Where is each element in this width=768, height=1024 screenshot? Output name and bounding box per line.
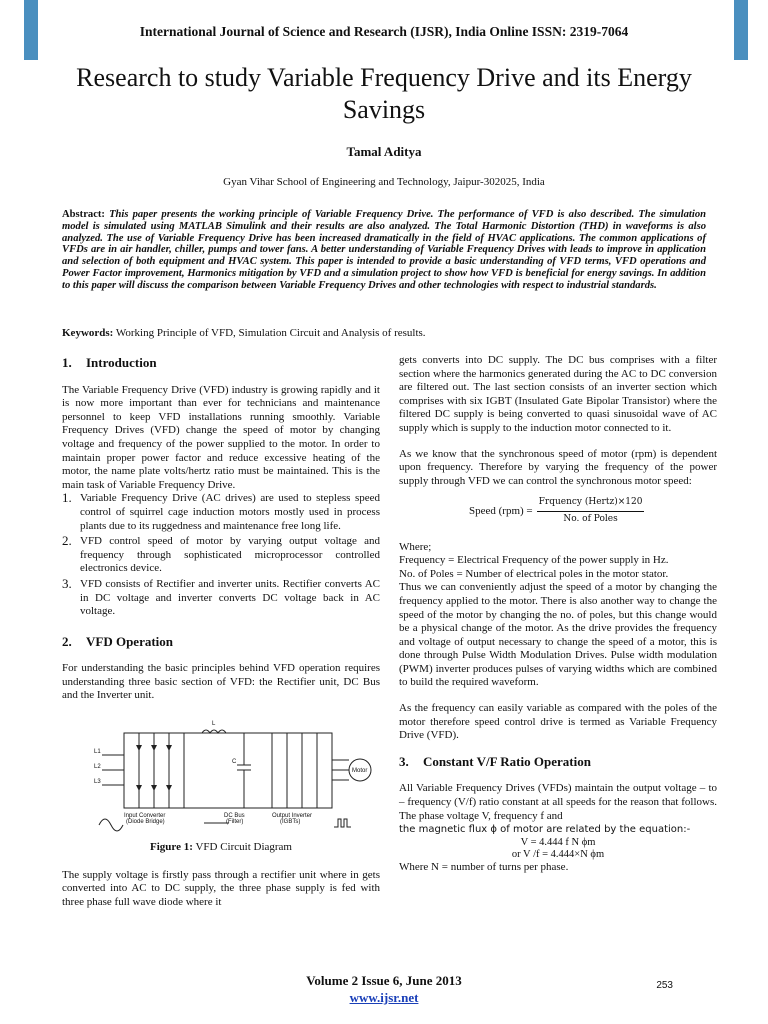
list-text: Variable Frequency Drive (AC drives) are used to stepless speed control of squirrel cage induction motors mostly used in process plants due to its ruggedness and maintenance free long life. [80,492,380,532]
keywords-label: Keywords: [62,327,114,339]
label-output: Output Inverter [272,813,313,820]
where-label: Where; [399,540,432,553]
label-input-sub: (Diode Bridge) [126,819,165,826]
section-number: 1. [62,355,72,370]
label-l1: L1 [94,749,101,756]
figure-caption [62,841,380,855]
definition-poles: No. of Poles = Number of electrical poles in the motor stator. [399,567,669,580]
dc-bus-paragraph: gets converts into DC supply. The DC bus comprises with a filter section where the harmonics generated during the AC to DC conversion are filtered out. The last section consists of an inverter section which comprises with six IGBT (Insulated Gate Bipolar Transistor) where the filtered DC supply is being converted to quasi sinusoidal wave of AC supply which is supply to the induction motor connected to it. [399,354,717,434]
vfd-term-paragraph: As the frequency can easily variable as compared with the poles of the motor therefore speed control drive is termed as Variable Frequency Drive (VFD). [399,702,717,742]
vfd-paragraph: For understanding the basic principles behind VFD operation requires understanding three basic section of VFD: the Rectifier unit, DC Bus and the Inverter unit. [62,662,380,702]
section-number: 2. [62,633,72,649]
footer-volume: Volume 2 Issue 6, June 2013 [306,973,462,988]
label-dcbus: DC Bus [224,813,245,820]
label-l3: L3 [94,779,101,786]
turns-definition: Where N = number of turns per phase. [399,860,569,873]
journal-header: International Journal of Science and Research (IJSR), India Online ISSN: 2319-7064 [139,24,629,39]
right-column [399,354,717,874]
label-output-sub: (IGBTs) [280,819,301,826]
speed-formula [469,496,717,526]
vf-paragraph-flux: the magnetic flux ϕ of motor are related by the equation:- [399,824,691,836]
formula-lhs: Speed (rpm) = [469,504,533,517]
list-number: 1. [62,490,72,506]
list-item [62,575,380,619]
list-item [62,492,380,533]
author-name: Tamal Aditya [346,144,422,159]
keywords [62,327,706,339]
list-item [62,535,380,576]
keywords-text: Working Principle of VFD, Simulation Circuit and Analysis of results. [115,327,426,339]
abstract [62,209,706,292]
vfd-circuit-diagram [94,715,374,835]
vf-paragraph: All Variable Frequency Drives (VFDs) maintain the output voltage – to – frequency (V/f) ratio constant at all speeds for the reason that follows. The phase voltage V, frequency f and [399,782,717,822]
left-column [62,354,380,921]
supply-paragraph: The supply voltage is firstly pass through a rectifier unit where in gets converted into AC to DC supply, the three phase supply is fed with three phase full wave diode where it [62,868,380,908]
page-number: 253 [656,980,673,991]
circuit-svg [94,715,374,835]
list-number: 2. [62,533,72,549]
pwm-paragraph: Thus we can conveniently adjust the speed of a motor by changing the frequency applied to the motor. There is also another way to change the speed of the motor by changing the no. of poles, but this change would be a physical change of the motor. As the drive provides the frequency and voltage of output necessary to change the speed of a motor, this is done through Pulse Width Modulation Drives. Pulse width modulation (PWM) inverter produces pulses of varying widths which are combined to build the required waveform. [399,581,717,689]
section-heading-vfd-operation [62,635,380,649]
footer-url-link[interactable]: www.ijsr.net [349,990,419,1005]
sync-speed-paragraph: As we know that the synchronous speed of motor (rpm) is dependent upon frequency. Therefore by varying the frequency of the power supply through VFD we can control the synchronous motor speed: [399,447,717,487]
definition-frequency: Frequency = Electrical Frequency of the power supply in Hz. [399,554,669,567]
abstract-text: This paper presents the working principle of Variable Frequency Drive. The performance of VFD is also described. The simulation model is simulated using MATLAB Simulink and their results are also analyzed. The Total Harmonic Distortion (THD) in waveforms is also analyzed. The use of Variable Frequency Drive has been increased dramatically in the field of HVAC applications. The common applications of VFDs are in air handler, chiller, pumps and tower fans. A better understanding of Variable Frequency Drives with leads to improve in application and selection of both equipment and HVAC system. This paper is intended to provide a basic understanding of VFD terms, VFD operations and Power Factor improvement, Harmonics mitigation by VFD and a simulation project to show how VFD is beneficial for energy savings. In addition to this paper will discuss the comparison between Variable Frequency Drives and other technologies with respect to industrial standards. [62,209,707,291]
abstract-label: Abstract: [62,209,105,220]
section-heading-introduction [62,356,380,370]
label-motor: Motor [352,768,368,775]
affiliation: Gyan Vihar School of Engineering and Technology, Jaipur-302025, India [223,176,545,188]
label-input: Input Converter [124,813,166,820]
intro-list [62,492,380,618]
formula-numerator: Frquency (Hertz)×120 [537,496,645,512]
section-number: 3. [399,753,409,769]
equation-1: V = 4.444 f N ϕm [520,836,596,848]
formula-denominator: No. of Poles [563,513,618,524]
list-text: VFD control speed of motor by varying output voltage and frequency through sophisticated microprocessor controlled electronics device. [80,535,380,575]
list-text: VFD consists of Rectifier and inverter units. Rectifier converts AC in DC voltage and inverter converts DC voltage back in AC voltage. [80,577,380,618]
intro-paragraph: The Variable Frequency Drive (VFD) industry is growing rapidly and it is now more important than ever for technicians and maintenance personnel to keep VFD installations running smoothly. Variable Frequency Drives (VFD) change the speed of motor by changing voltage and frequency of the power supplied to the motor. In order to maintain proper power factor and reduce excessive heating of the motor, the name plate volts/hertz ratio must be maintained. This is the main task of Variable Frequency Drive. [62,383,380,491]
label-dcbus-sub: (Filter) [226,819,244,826]
paper-title: Research to study Variable Frequency Drive and its Energy Savings [76,63,692,124]
section-title: Constant V/F Ratio Operation [423,753,591,769]
label-l2: L2 [94,764,101,771]
figure-caption-text: VFD Circuit Diagram [195,841,292,854]
list-number: 3. [62,575,72,591]
figure-caption-label: Figure 1: [150,841,193,854]
section-heading-constant-vf [399,755,717,769]
section-title: VFD Operation [86,633,174,649]
section-title: Introduction [86,355,157,370]
equation-2: or V /f = 4.444×N ϕm [511,848,605,860]
formula-fraction [537,496,645,526]
label-inductor: L [212,721,216,728]
label-capacitor: C [232,759,237,766]
